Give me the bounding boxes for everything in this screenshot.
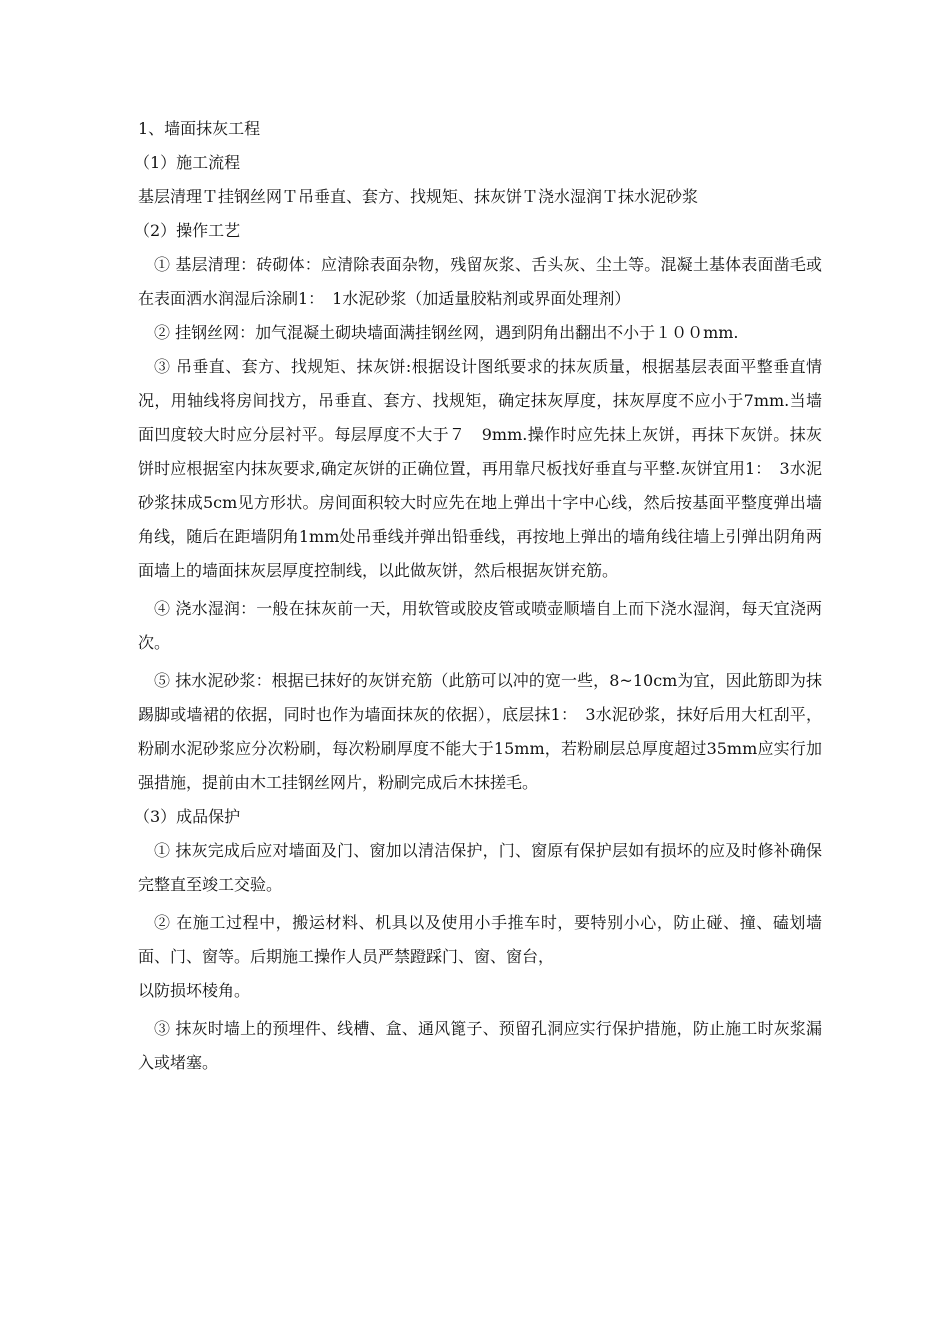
process-item-steel-mesh: ② 挂钢丝网：加气混凝土砌块墙面满挂钢丝网，遇到阴角出翻出不小于１００mm. [154,323,739,342]
section-heading: 1、墙面抹灰工程 [138,119,261,138]
subsection-title-product-protection: （3）成品保护 [134,807,241,826]
process-item-plumb-square: ③ 吊垂直、套方、找规矩、抹灰饼:根据设计图纸要求的抹灰质量，根据基层表面平整垂直情况，用轴线将房间找方，吊垂直、套方、找规矩，确定抹灰厚度，抹灰厚度不应小于7mm.当墙面凹度较大时应分层衬平。每层厚度不大于７ 9mm.操作时应先抹上灰饼，再抹下灰饼。抹灰饼时应根据室内抹灰要求,确定灰饼的正确位置，再用靠尺板找好垂直与平整.灰饼宜用1： 3水泥砂浆抹成5cm见方形状。房间面积较大时应先在地上弹出十字中心线，然后按基面平整度弹出墙角线，随后在距墙阴角1mm处吊垂线并弹出铅垂线，再按地上弹出的墙角线往墙上引弹出阴角两面墙上的墙面抹灰层厚度控制线，以此做灰饼，然后根据灰饼充筋。 [138,357,822,580]
protection-item-handling-continued: 以防损坏棱角。 [138,981,251,1000]
protection-item-cleaning: ① 抹灰完成后应对墙面及门、窗加以清洁保护，门、窗原有保护层如有损坏的应及时修补确保完整直至竣工交验。 [138,841,822,894]
document-body [134,112,822,1080]
subsection-title-operation-process: （2）操作工艺 [134,221,241,240]
protection-item-embedded-parts: ③ 抹灰时墙上的预埋件、线槽、盒、通风篦子、预留孔洞应实行保护措施，防止施工时灰浆漏入或堵塞。 [138,1019,822,1072]
construction-flow-text: 基层清理Ｔ挂钢丝网Ｔ吊垂直、套方、找规矩、抹灰饼Ｔ浇水湿润Ｔ抹水泥砂浆 [138,187,699,206]
subsection-title-construction-flow: （1）施工流程 [134,153,241,172]
process-item-cement-mortar: ⑤ 抹水泥砂浆：根据已抹好的灰饼充筋（此筋可以冲的宽一些，8~10cm为宜，因此筋即为抹踢脚或墙裙的依据，同时也作为墙面抹灰的依据），底层抹1： 3水泥砂浆，抹好后用大杠刮平，粉刷水泥砂浆应分次粉刷，每次粉刷厚度不能大于15mm，若粉刷层总厚度超过35mm应实行加强措施，提前由木工挂钢丝网片，粉刷完成后木抹搓毛。 [138,671,822,792]
process-item-watering: ④ 浇水湿润：一般在抹灰前一天，用软管或胶皮管或喷壶顺墙自上而下浇水湿润，每天宜浇两次。 [138,599,822,652]
protection-item-handling: ② 在施工过程中，搬运材料、机具以及使用小手推车时，要特别小心，防止碰、撞、磕划墙面、门、窗等。后期施工操作人员严禁蹬踩门、窗、窗台， [138,913,822,966]
process-item-base-cleaning: ① 基层清理：砖砌体：应清除表面杂物，残留灰浆、舌头灰、尘土等。混凝土基体表面凿毛或在表面洒水润湿后涂刷1： 1水泥砂浆（加适量胶粘剂或界面处理剂） [138,255,822,308]
